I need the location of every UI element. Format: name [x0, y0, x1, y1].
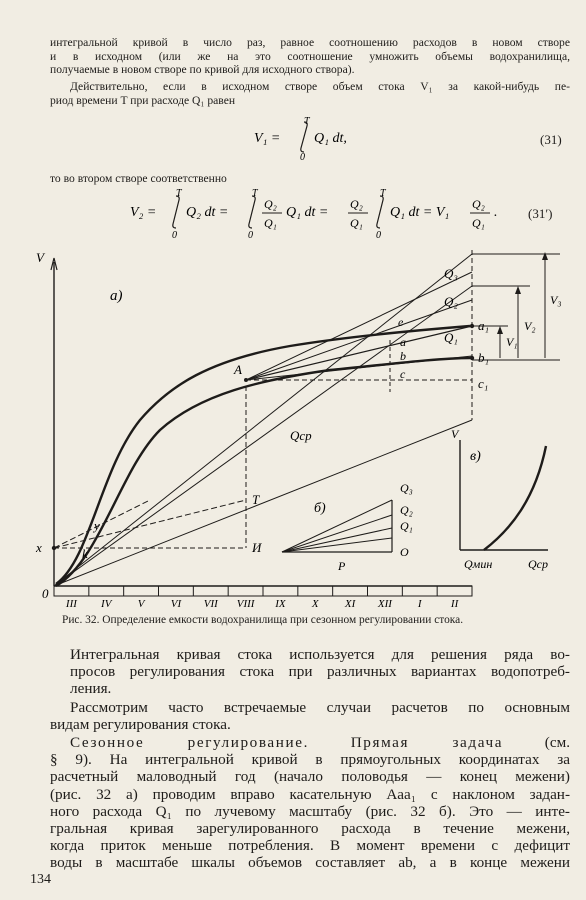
label-a-panel: а)	[110, 288, 123, 304]
tangent-q3	[246, 272, 472, 380]
label-qcp-inset: Qср	[528, 557, 548, 571]
text-fragment: (см.	[544, 734, 570, 751]
month-label: VIII	[236, 598, 255, 610]
month-label: VII	[203, 598, 218, 610]
label-x: х	[36, 540, 42, 555]
eq31-integrand: Q₁ dt,	[314, 131, 347, 146]
month-label: V	[137, 598, 145, 610]
text-line: видам регулирования стока.	[50, 716, 231, 734]
text-line: воды в масштабе шкалы объемов составляет ab, а в конце межени	[50, 854, 570, 872]
integral-sign	[377, 196, 383, 228]
label-A: A	[234, 362, 242, 377]
point-a	[244, 378, 248, 382]
month-label: IX	[275, 598, 286, 610]
point-b1	[470, 356, 474, 360]
month-label: X	[311, 598, 319, 610]
eq-upper: T	[380, 188, 386, 199]
fan-label-q1: Q₁	[400, 519, 413, 533]
equation-31	[250, 112, 390, 162]
v2-arrow	[515, 286, 521, 294]
label-b-point: b	[400, 349, 406, 363]
label-I: И	[252, 540, 262, 555]
integral-sign	[173, 196, 179, 228]
figure-caption: Рис. 32. Определение емкости водохранилища при сезонном регулировании стока.	[62, 614, 464, 626]
text-line: ления.	[70, 680, 112, 698]
label-v1: V₁	[506, 335, 518, 349]
label-a1: a₁	[478, 318, 490, 333]
page-number: 134	[30, 872, 51, 887]
month-label: XII	[377, 598, 392, 610]
text-line: получаемые в новом створе по кривой для исходного створа).	[50, 63, 355, 76]
label-qcp: Qср	[290, 428, 312, 443]
label-q1: Q₁	[444, 330, 458, 345]
text-line: Действительно, если в исходном створе объем стока V₁ за какой-нибудь пе-	[70, 80, 570, 93]
fan-label-o: O	[400, 545, 409, 559]
eq31-upper: T	[304, 116, 310, 127]
v1-arrow	[497, 326, 503, 334]
fan-label-q2: Q₂	[400, 503, 413, 517]
eq-upper: T	[252, 188, 258, 199]
label-T: T	[252, 492, 260, 507]
paragraph-3	[50, 172, 570, 186]
eq-frac-den: Q₁	[350, 216, 363, 230]
point-x	[52, 546, 56, 550]
dashed-x-t	[54, 500, 246, 548]
text-line: ного расхода Q₁ по лучевому масштабу (рис. 32 б). Это — инте-	[50, 802, 570, 820]
figure-32	[0, 240, 586, 612]
label-k: k	[82, 546, 88, 561]
month-label: II	[450, 598, 459, 610]
label-b-panel: б)	[314, 501, 326, 516]
label-q2: Q₂	[444, 294, 458, 309]
month-label: VI	[170, 598, 182, 610]
text-line: расчетный маловодный год (начало половодья — конец межени)	[50, 768, 570, 786]
month-label: IV	[101, 598, 112, 610]
label-y: y	[94, 518, 100, 533]
eq-lower: 0	[172, 230, 177, 241]
month-label: XI	[344, 598, 356, 610]
eq31-lower: 0	[300, 152, 305, 162]
paragraph-2	[50, 80, 570, 107]
text-line: риод времени T при расходе Q₁ равен	[50, 93, 236, 107]
text-line: и в исходном (или же на это соотношение умножить объемы водохранилища,	[50, 49, 570, 63]
month-ticks	[89, 586, 437, 596]
point-a1	[470, 324, 474, 328]
eq-q1dt: Q₁ dt =	[286, 205, 329, 220]
eq-frac-num: Q₂	[350, 197, 363, 211]
eq-q2dt: Q₂ dt =	[186, 205, 229, 220]
label-a-point: a	[400, 335, 406, 349]
integral-sign	[249, 196, 255, 228]
label-v: V	[36, 250, 44, 265]
text-line: (рис. 32 а) проводим вправо касательную Aaa₁ с наклоном задан-	[50, 785, 570, 803]
equation-number-31: (31)	[540, 132, 562, 147]
text-line: гральная кривая зарегулированного расхода в течение межени,	[50, 820, 570, 838]
eq-frac-num: Q₂	[472, 197, 485, 211]
label-b1: b₁	[478, 350, 490, 365]
paragraph-5	[50, 699, 570, 733]
heading-direct-task: Прямая задача	[350, 734, 504, 751]
top-paragraph	[50, 36, 570, 77]
tangent-a-a1	[246, 326, 472, 380]
eq31-lhs: V₁ =	[254, 131, 281, 146]
label-v3: V₃	[550, 293, 562, 307]
fan-ray-q2	[282, 515, 392, 552]
inset-label-v: V	[451, 427, 459, 441]
fan-label-q3: Q₃	[400, 481, 413, 495]
eq-frac-num: Q₂	[264, 197, 277, 211]
v3-arrow	[542, 252, 548, 260]
fan-label-p: P	[338, 559, 346, 573]
dashed-x-y	[54, 500, 150, 548]
label-e: e	[398, 315, 404, 329]
eq-period: .	[494, 205, 498, 220]
text-line: интегральной кривой в число раз, равное соотношению расходов в новом створе	[50, 36, 570, 49]
label-c1: c₁	[478, 376, 489, 391]
month-labels	[65, 598, 460, 610]
text-line: то во втором створе соответственно	[50, 172, 227, 185]
eq-q1dt-v1: Q₁ dt = V₁	[390, 205, 450, 220]
inset-curve	[484, 446, 546, 550]
label-q3: Q₃	[444, 266, 458, 281]
text-line: Рассмотрим часто встречаемые случаи расчетов по основным	[70, 699, 570, 716]
heading-seasonal: Сезонное регулирование.	[70, 734, 309, 751]
label-qmin: Qмин	[464, 557, 493, 571]
text-line: § 9). На интегральной кривой в прямоугольных координатах за	[50, 751, 570, 769]
equation-number-31-prime: (31′)	[528, 206, 553, 221]
equation-31-prime	[130, 186, 510, 242]
text-line: просов регулирования стока при различных вариантах водопотреб-	[70, 663, 570, 681]
label-v-panel: в)	[470, 449, 481, 464]
paragraph-6	[50, 734, 570, 872]
label-origin: 0	[42, 586, 49, 601]
section-heading-line	[50, 734, 570, 751]
eq-lower: 0	[248, 230, 253, 241]
paragraph-4	[50, 646, 570, 698]
label-c-point: c	[400, 367, 406, 381]
eq-v2: V₂ =	[130, 205, 157, 220]
eq-frac-den: Q₁	[264, 216, 277, 230]
label-v2: V₂	[524, 319, 536, 333]
month-label: III	[65, 598, 77, 610]
month-label: I	[417, 598, 422, 610]
eq-upper: T	[176, 188, 182, 199]
eq-frac-den: Q₁	[472, 216, 485, 230]
ray-q2	[54, 286, 472, 586]
eq-lower: 0	[376, 230, 381, 241]
text-line: Интегральная кривая стока используется для решения ряда во-	[70, 646, 570, 663]
text-line: когда приток меньше потребления. В момент времени c дефицит	[50, 837, 570, 855]
fan-ray-q3	[282, 500, 392, 552]
